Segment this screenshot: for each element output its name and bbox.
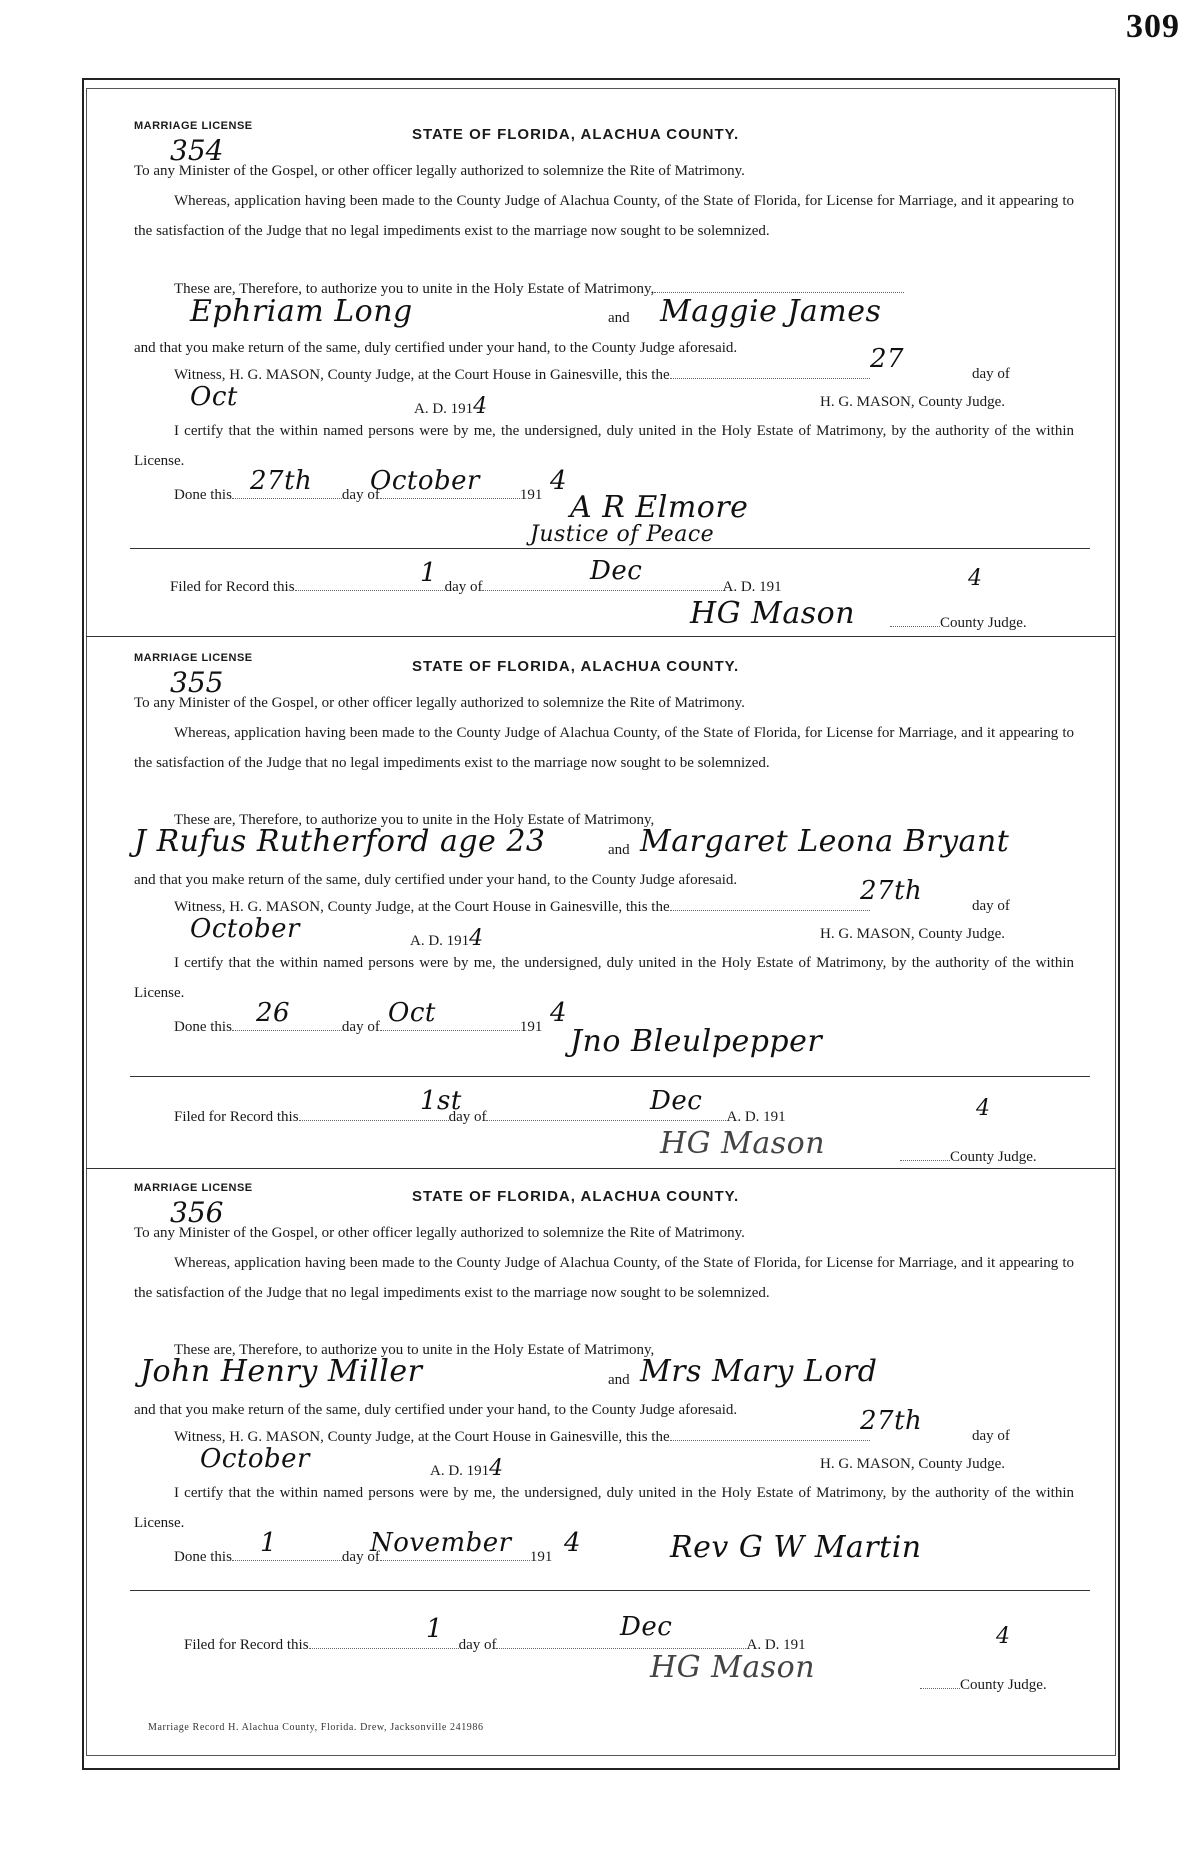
whereas-text: Whereas, application having been made to the County Judge of Alachua County, of the State of Florida, for License for Marriage, and it appearing to the satisfaction of the Judge that no legal impediments exist to the marriage now sought to be solemnized. bbox=[134, 193, 1074, 239]
and-label: and bbox=[608, 842, 630, 858]
officiant-title: Justice of Peace bbox=[530, 522, 715, 547]
ad-label: A. D. 191 bbox=[414, 401, 474, 417]
and-label: and bbox=[608, 1372, 630, 1388]
authorize-label: These are, Therefore, to authorize you to unite in the Holy Estate of Matrimony, bbox=[174, 1342, 655, 1358]
done-day-of-label: day of bbox=[341, 1019, 380, 1035]
county-judge-label: County Judge. bbox=[950, 1149, 1037, 1165]
authorize-label: These are, Therefore, to authorize you to unite in the Holy Estate of Matrimony, bbox=[174, 812, 655, 828]
witness-year: 4 bbox=[473, 394, 488, 419]
witness-year: 4 bbox=[489, 1456, 504, 1481]
signature-rule bbox=[130, 1590, 1090, 1591]
judge-label: H. G. MASON, County Judge. bbox=[820, 394, 1006, 410]
license-number: 354 bbox=[170, 134, 224, 167]
filed-label: Filed for Record this bbox=[170, 579, 295, 595]
county-judge-line bbox=[920, 1676, 1047, 1694]
bride-name: Margaret Leona Bryant bbox=[640, 824, 1010, 859]
groom-name: J Rufus Rutherford age 23 bbox=[134, 824, 546, 859]
license-header-label: MARRIAGE LICENSE bbox=[134, 652, 253, 664]
return-text: and that you make return of the same, duly certified under your hand, to the County Judge aforesaid. bbox=[134, 1402, 738, 1418]
officiant-signature: Jno Bleulpepper bbox=[570, 1024, 823, 1059]
filed-month: Dec bbox=[590, 556, 643, 586]
witness-month: October bbox=[200, 1444, 310, 1474]
county-judge-line bbox=[900, 1148, 1037, 1166]
done-label: Done this bbox=[174, 1549, 232, 1565]
license-record-1 bbox=[130, 120, 1080, 650]
record-separator bbox=[86, 636, 1116, 637]
county-judge-label: County Judge. bbox=[940, 615, 1027, 631]
bride-name: Maggie James bbox=[660, 294, 882, 329]
filed-line bbox=[170, 578, 782, 596]
filed-day-of-label: day of bbox=[458, 1637, 497, 1653]
filed-year: 4 bbox=[968, 566, 983, 591]
officiant-signature: A R Elmore bbox=[570, 490, 749, 525]
done-month: November bbox=[370, 1528, 512, 1558]
whereas-text: Whereas, application having been made to the County Judge of Alachua County, of the State of Florida, for License for Marriage, and it appearing to the satisfaction of the Judge that no legal impediments exist to the marriage now sought to be solemnized. bbox=[134, 725, 1074, 771]
done-month: October bbox=[370, 466, 480, 496]
address-text: To any Minister of the Gospel, or other officer legally authorized to solemnize the Rite of Matrimony. bbox=[134, 695, 745, 711]
judge-label: H. G. MASON, County Judge. bbox=[820, 1456, 1006, 1472]
state-heading: STATE OF FLORIDA, ALACHUA COUNTY. bbox=[412, 126, 740, 143]
and-label: and bbox=[608, 310, 630, 326]
done-month: Oct bbox=[388, 998, 436, 1028]
judge-signature: HG Mason bbox=[650, 1650, 816, 1685]
filed-ad-label: A. D. 191 bbox=[722, 579, 782, 595]
witness-year: 4 bbox=[469, 926, 484, 951]
state-heading: STATE OF FLORIDA, ALACHUA COUNTY. bbox=[412, 658, 740, 675]
filed-ad-label: A. D. 191 bbox=[746, 1637, 806, 1653]
groom-name: Ephriam Long bbox=[190, 294, 413, 329]
witness-label: Witness, H. G. MASON, County Judge, at the Court House in Gainesville, this the bbox=[174, 367, 670, 383]
filed-day: 1 bbox=[420, 558, 438, 588]
filed-day: 1 bbox=[426, 1614, 444, 1644]
filed-day-of-label: day of bbox=[444, 579, 483, 595]
county-judge-line bbox=[890, 614, 1027, 632]
license-number: 355 bbox=[170, 666, 224, 699]
return-text: and that you make return of the same, duly certified under your hand, to the County Judge aforesaid. bbox=[134, 872, 738, 888]
groom-name: John Henry Miller bbox=[140, 1354, 423, 1389]
witness-day: 27th bbox=[860, 876, 923, 906]
certify-text: I certify that the within named persons were by me, the undersigned, duly united in the Holy Estate of Matrimony, by the authority of the within License. bbox=[134, 955, 1074, 1001]
officiant-signature: Rev G W Martin bbox=[670, 1530, 922, 1565]
done-year-prefix: 191 bbox=[529, 1549, 553, 1565]
witness-label: Witness, H. G. MASON, County Judge, at the Court House in Gainesville, this the bbox=[174, 1429, 670, 1445]
filed-label: Filed for Record this bbox=[184, 1637, 309, 1653]
page-number: 309 bbox=[1126, 8, 1180, 45]
done-year: 4 bbox=[550, 466, 568, 496]
address-text: To any Minister of the Gospel, or other officer legally authorized to solemnize the Rite of Matrimony. bbox=[134, 1225, 745, 1241]
signature-rule bbox=[130, 1076, 1090, 1077]
witness-day: 27th bbox=[860, 1406, 923, 1436]
done-year-prefix: 191 bbox=[519, 487, 543, 503]
witness-day: 27 bbox=[870, 344, 905, 374]
done-day: 27th bbox=[250, 466, 313, 496]
witness-month: Oct bbox=[190, 382, 238, 412]
ad-label: A. D. 191 bbox=[410, 933, 470, 949]
done-year-prefix: 191 bbox=[519, 1019, 543, 1035]
return-text: and that you make return of the same, duly certified under your hand, to the County Judge aforesaid. bbox=[134, 340, 738, 356]
address-text: To any Minister of the Gospel, or other officer legally authorized to solemnize the Rite of Matrimony. bbox=[134, 163, 745, 179]
filed-year: 4 bbox=[996, 1624, 1011, 1649]
day-of-label: day of bbox=[972, 898, 1010, 914]
license-header-label: MARRIAGE LICENSE bbox=[134, 1182, 253, 1194]
day-of-label: day of bbox=[972, 366, 1010, 382]
filed-month: Dec bbox=[650, 1086, 703, 1116]
done-label: Done this bbox=[174, 487, 232, 503]
done-day: 26 bbox=[256, 998, 291, 1028]
filed-year: 4 bbox=[976, 1096, 991, 1121]
done-day: 1 bbox=[260, 1528, 278, 1558]
record-separator bbox=[86, 1168, 1116, 1169]
done-year: 4 bbox=[564, 1528, 582, 1558]
ad-label: A. D. 191 bbox=[430, 1463, 490, 1479]
authorize-label: These are, Therefore, to authorize you to unite in the Holy Estate of Matrimony, bbox=[174, 281, 655, 297]
bride-name: Mrs Mary Lord bbox=[640, 1354, 878, 1389]
done-label: Done this bbox=[174, 1019, 232, 1035]
filed-label: Filed for Record this bbox=[174, 1109, 299, 1125]
done-day-of-label: day of bbox=[341, 1549, 380, 1565]
witness-text bbox=[174, 366, 870, 384]
done-line bbox=[174, 486, 542, 504]
judge-signature: HG Mason bbox=[690, 596, 856, 631]
filed-day-of-label: day of bbox=[448, 1109, 487, 1125]
judge-signature: HG Mason bbox=[660, 1126, 826, 1161]
license-record-3 bbox=[130, 1182, 1080, 1712]
done-line bbox=[174, 1018, 542, 1036]
filed-month: Dec bbox=[620, 1612, 673, 1642]
county-judge-label: County Judge. bbox=[960, 1677, 1047, 1693]
done-year: 4 bbox=[550, 998, 568, 1028]
day-of-label: day of bbox=[972, 1428, 1010, 1444]
license-header-label: MARRIAGE LICENSE bbox=[134, 120, 253, 132]
filed-ad-label: A. D. 191 bbox=[726, 1109, 786, 1125]
signature-rule bbox=[130, 548, 1090, 549]
whereas-text: Whereas, application having been made to the County Judge of Alachua County, of the State of Florida, for License for Marriage, and it appearing to the satisfaction of the Judge that no legal impediments exist to the marriage now sought to be solemnized. bbox=[134, 1255, 1074, 1301]
done-day-of-label: day of bbox=[341, 487, 380, 503]
judge-label: H. G. MASON, County Judge. bbox=[820, 926, 1006, 942]
witness-month: October bbox=[190, 914, 300, 944]
state-heading: STATE OF FLORIDA, ALACHUA COUNTY. bbox=[412, 1188, 740, 1205]
filed-day: 1st bbox=[420, 1086, 462, 1116]
license-record-2 bbox=[130, 652, 1080, 1182]
license-number: 356 bbox=[170, 1196, 224, 1229]
witness-label: Witness, H. G. MASON, County Judge, at the Court House in Gainesville, this the bbox=[174, 899, 670, 915]
printer-footer: Marriage Record H. Alachua County, Florida. Drew, Jacksonville 241986 bbox=[148, 1722, 484, 1733]
certify-text: I certify that the within named persons were by me, the undersigned, duly united in the Holy Estate of Matrimony, by the authority of the within License. bbox=[134, 423, 1074, 469]
certify-text: I certify that the within named persons were by me, the undersigned, duly united in the Holy Estate of Matrimony, by the authority of the within License. bbox=[134, 1485, 1074, 1531]
